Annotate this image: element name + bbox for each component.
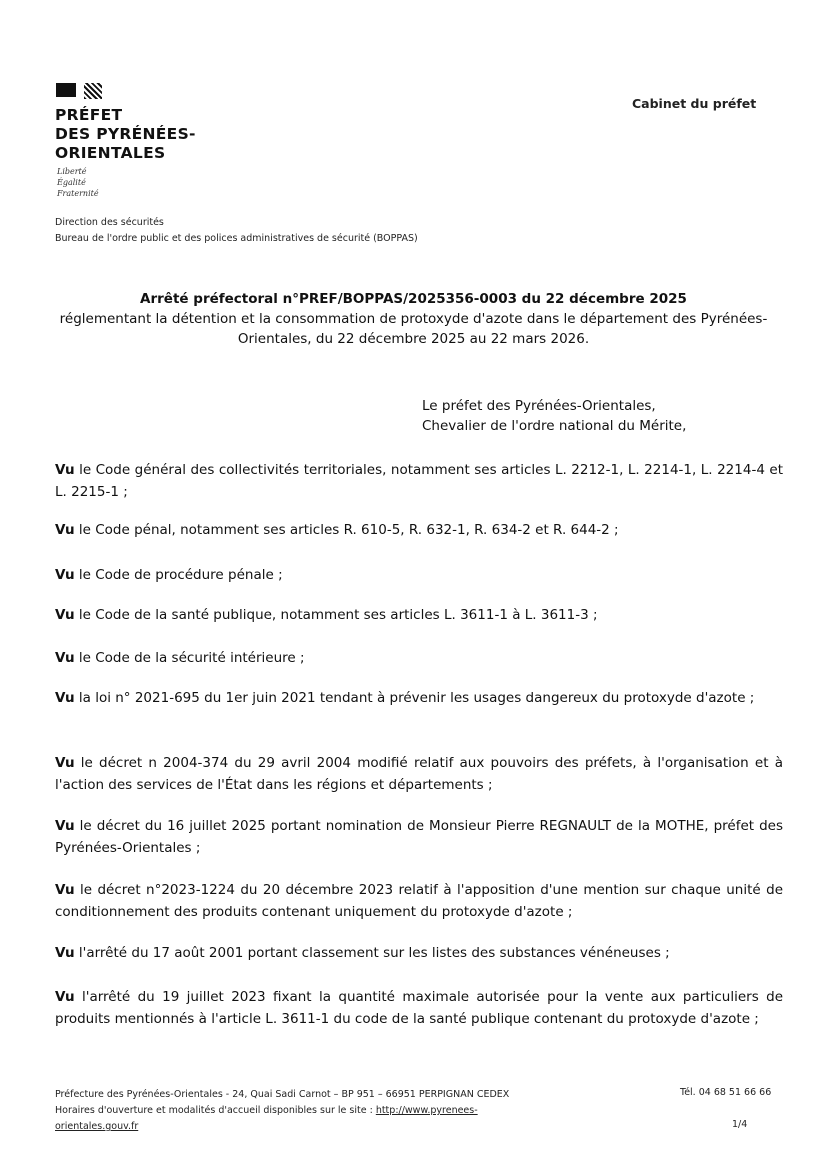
logo-line: PRÉFET [55, 106, 123, 124]
signatory-honor: Chevalier de l'ordre national du Mérite, [422, 418, 687, 434]
consideration-text: le Code de la sécurité intérieure ; [78, 650, 305, 666]
vu-label: Vu [55, 818, 75, 834]
consideration-paragraph [55, 647, 783, 669]
consideration-paragraph [55, 604, 783, 626]
vu-label: Vu [55, 989, 75, 1005]
consideration-paragraph [55, 942, 783, 964]
department-info [55, 215, 418, 247]
consideration-paragraph [55, 815, 783, 859]
motto-line: Égalité [57, 178, 86, 187]
consideration-paragraph [55, 752, 783, 796]
vu-label: Vu [55, 462, 75, 478]
vu-label: Vu [55, 690, 75, 706]
consideration-paragraph [55, 519, 783, 541]
vu-label: Vu [55, 882, 75, 898]
motto [57, 166, 99, 199]
consideration-text: le décret du 16 juillet 2025 portant nomination de Monsieur Pierre REGNAULT de la MOTHE, préfet des Pyrénées-Orientales ; [55, 818, 784, 856]
seal-icon [84, 83, 102, 99]
marianne-icon [56, 83, 76, 97]
logo-line: DES PYRÉNÉES- [55, 125, 196, 143]
signatory-title: Le préfet des Pyrénées-Orientales, [422, 398, 656, 414]
vu-label: Vu [55, 755, 75, 771]
cabinet-label: Cabinet du préfet [632, 96, 757, 111]
republic-logo [56, 83, 102, 99]
direction: Direction des sécurités [55, 217, 164, 228]
consideration-paragraph [55, 879, 783, 923]
page-number: 1/4 [732, 1119, 748, 1130]
decree-subject: réglementant la détention et la consommation de protoxyde d'azote dans le département des Pyrénées-Orientales, du 22 décembre 2025 au 22 mars 2026. [59, 311, 768, 347]
consideration-text: la loi n° 2021-695 du 1er juin 2021 tendant à prévenir les usages dangereux du protoxyde d'azote ; [78, 690, 755, 706]
footer-phone: Tél. 04 68 51 66 66 [680, 1087, 772, 1098]
vu-label: Vu [55, 945, 75, 961]
consideration-text: le Code de procédure pénale ; [78, 567, 283, 583]
logo-line: ORIENTALES [55, 144, 166, 162]
consideration-paragraph [55, 564, 783, 586]
consideration-text: le Code de la santé publique, notamment ses articles L. 3611-1 à L. 3611-3 ; [78, 607, 598, 623]
consideration-paragraph [55, 459, 783, 503]
footer [55, 1087, 545, 1135]
prefecture-name [55, 106, 196, 163]
vu-label: Vu [55, 567, 75, 583]
consideration-text: le Code pénal, notamment ses articles R. 610-5, R. 632-1, R. 634-2 et R. 644-2 ; [78, 522, 619, 538]
motto-line: Fraternité [57, 189, 99, 198]
website-link[interactable]: http://www.pyrenees-orientales.gouv.fr [55, 1105, 478, 1132]
vu-label: Vu [55, 522, 75, 538]
footer-hours: Horaires d'ouverture et modalités d'accueil disponibles sur le site : [55, 1105, 373, 1116]
consideration-text: le Code général des collectivités territoriales, notamment ses articles L. 2212-1, L. 2214-1, L. 2214-4 et L. 2215-1 ; [55, 462, 783, 500]
consideration-text: l'arrêté du 17 août 2001 portant classement sur les listes des substances vénéneuses ; [78, 945, 670, 961]
decree-number: Arrêté préfectoral n°PREF/BOPPAS/2025356-0003 du 22 décembre 2025 [140, 291, 687, 307]
bureau: Bureau de l'ordre public et des polices administratives de sécurité (BOPPAS) [55, 233, 418, 244]
decree-title [40, 289, 787, 349]
consideration-text: le décret n°2023-1224 du 20 décembre 2023 relatif à l'apposition d'une mention sur chaque unité de conditionnement des produits contenant uniquement du protoxyde d'azote ; [55, 882, 783, 920]
consideration-paragraph [55, 687, 783, 709]
consideration-text: l'arrêté du 19 juillet 2023 fixant la quantité maximale autorisée pour la vente aux particuliers de produits mentionnés à l'article L. 3611-1 du code de la santé publique contenant du protoxyde d'azote ; [55, 989, 783, 1027]
signatory [422, 396, 686, 436]
vu-label: Vu [55, 607, 75, 623]
motto-line: Liberté [57, 167, 87, 176]
consideration-text: le décret n 2004-374 du 29 avril 2004 modifié relatif aux pouvoirs des préfets, à l'organisation et à l'action des services de l'État dans les régions et départements ; [55, 755, 783, 793]
footer-address: Préfecture des Pyrénées-Orientales - 24, Quai Sadi Carnot – BP 951 – 66951 PERPIGNAN CEDEX [55, 1089, 510, 1100]
vu-label: Vu [55, 650, 75, 666]
consideration-paragraph [55, 986, 783, 1030]
